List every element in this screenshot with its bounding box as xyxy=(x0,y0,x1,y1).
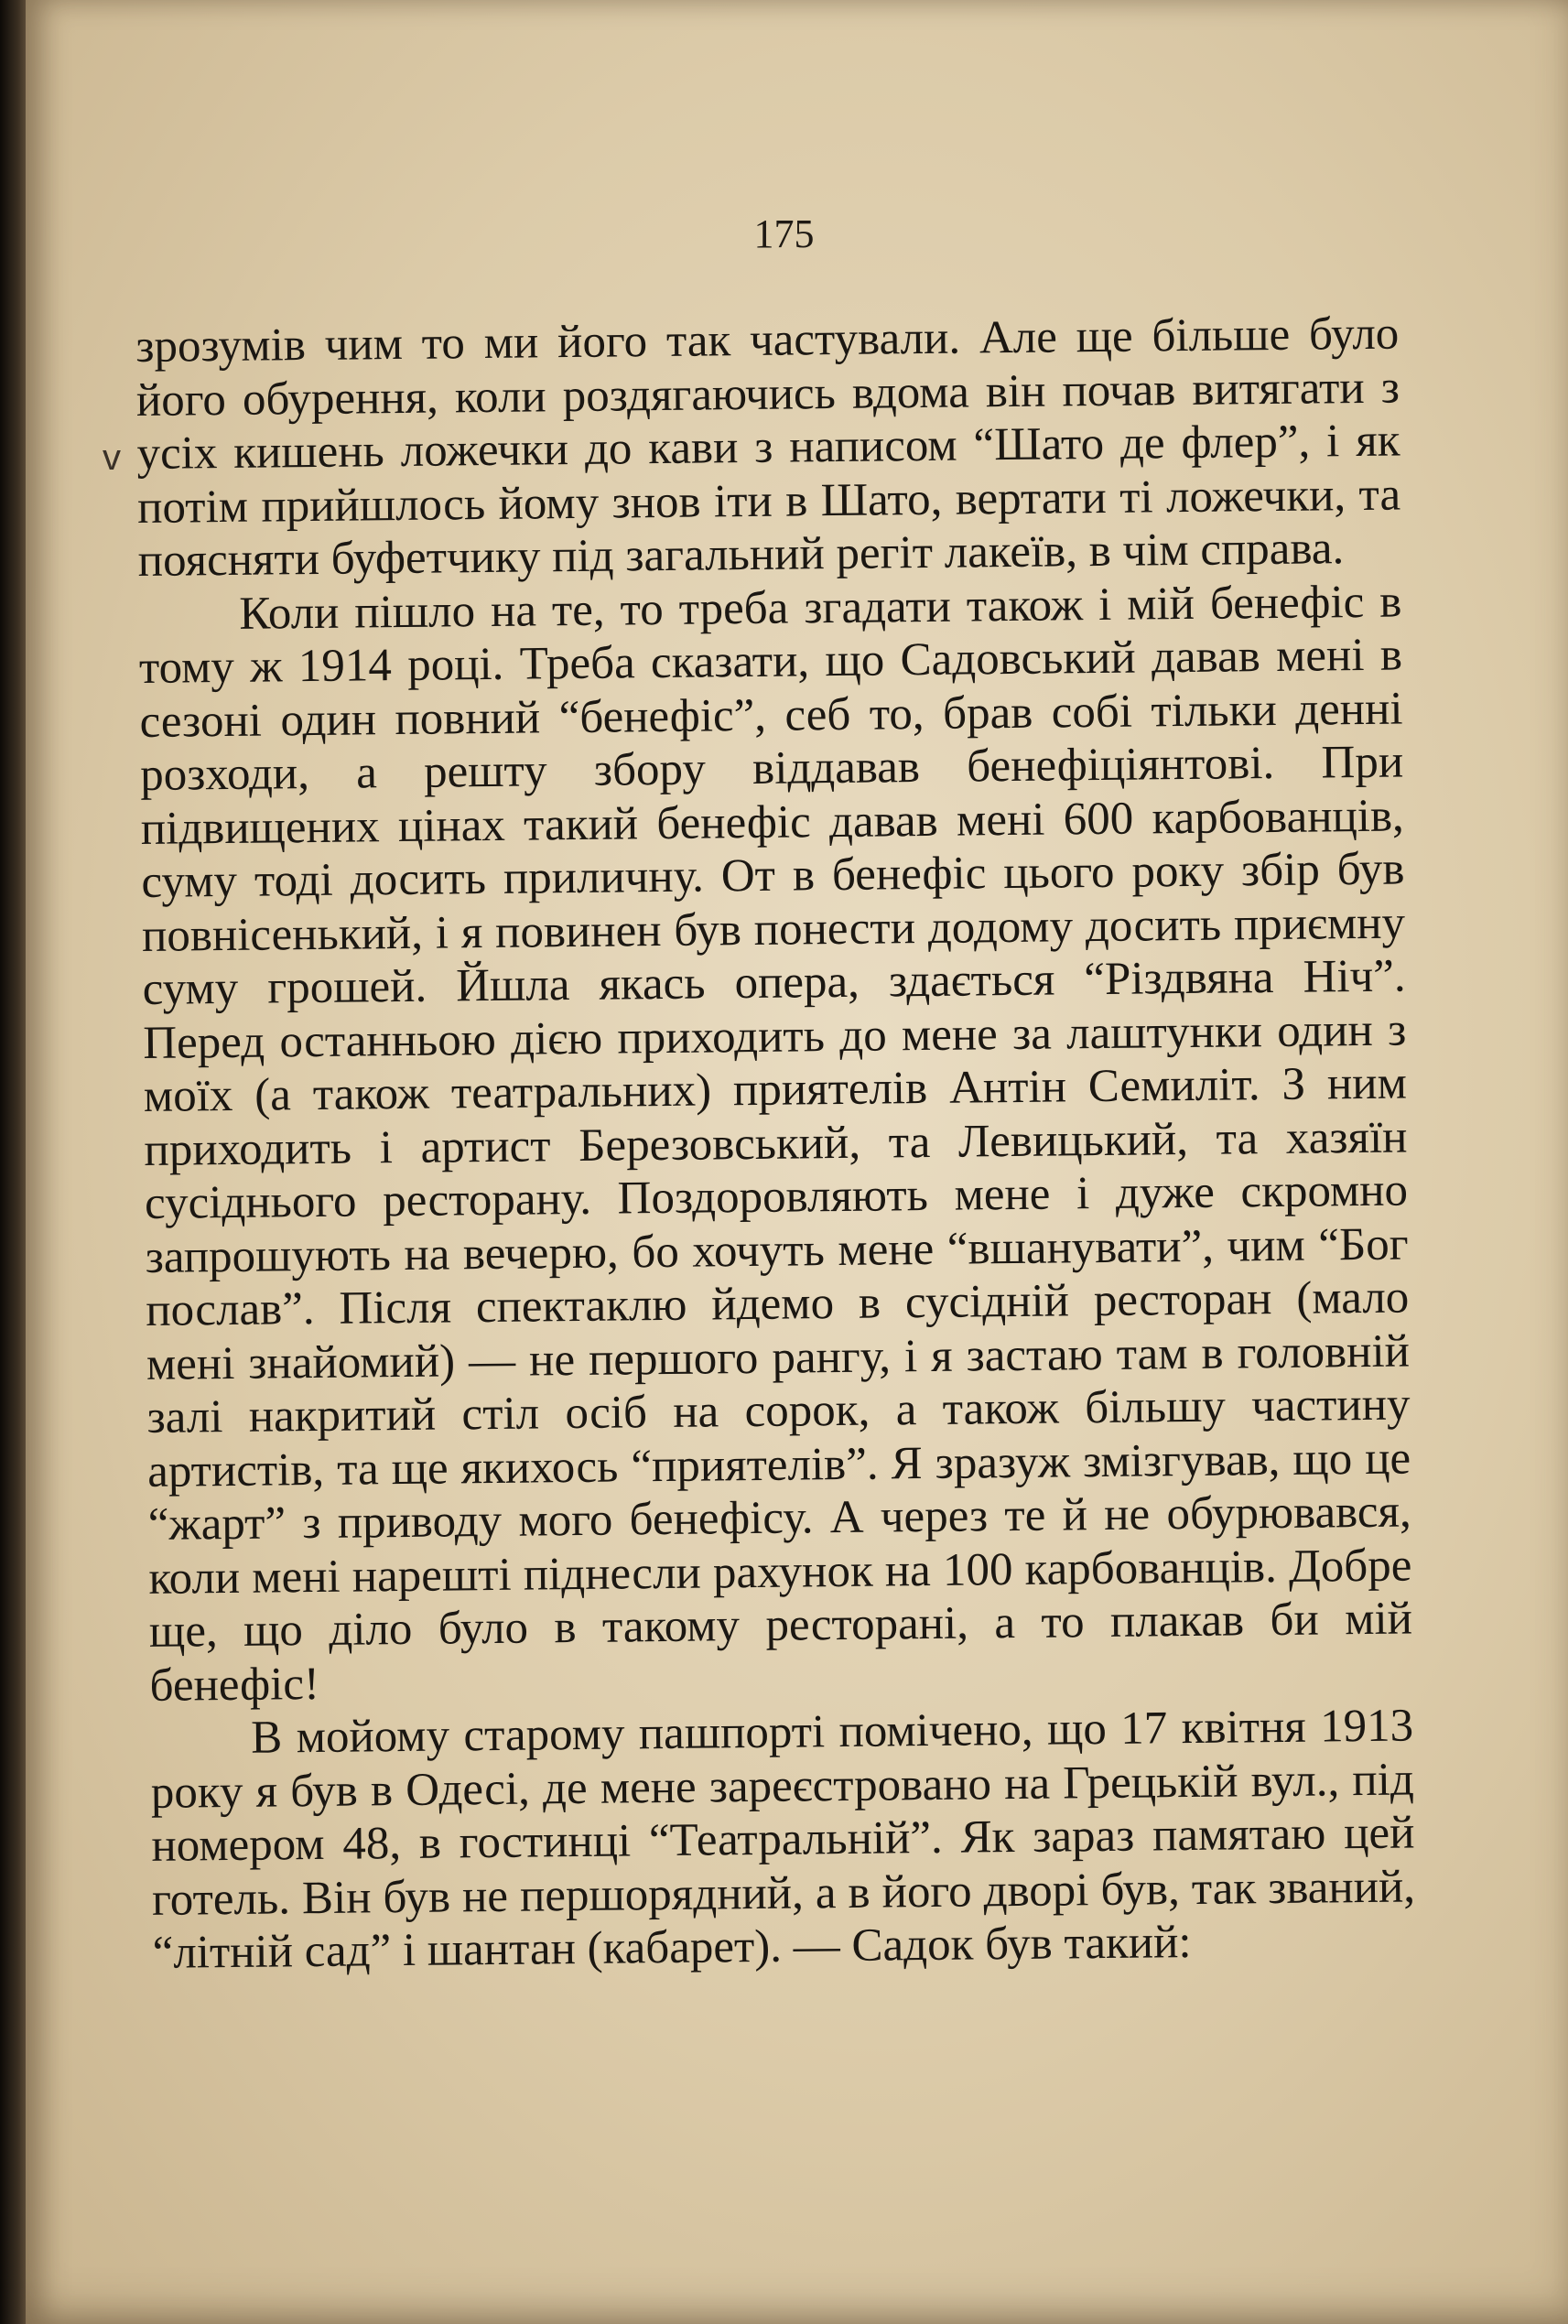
page-body-text xyxy=(135,308,1416,1981)
margin-check-mark: v xyxy=(103,438,121,478)
book-spine-shadow xyxy=(0,0,26,2324)
paragraph-passport: В мойому старому пашпорті помічено, що 17 квітня 1913 року я був в Одесі, де мене зареєстровано на Грецькій вул., під номером 48, в гостинці “Театральній”. Як зараз памятаю цей готель. Він був не першорядний, а в його дворі був, так званий, “літній сад” і шантан (кабарет). — Садок був такий: xyxy=(150,1700,1416,1979)
paragraph-benefit: Коли пішло на те, то треба згадати також і мій бенефіс в тому ж 1914 році. Треба сказати, що Садовський давав мені в сезоні один повний “бенефіс”, себ то, брав собі тільки денні розходи, а решту збору віддавав бенефіціянтові. При підвищених цінах такий бенефіс давав мені 600 карбованців, суму тоді досить приличну. От в бенефіс цього року збір був повнісенький, і я повинен був понести додому досить приємну суму грошей. Йшла якась опера, здається “Різдвяна Ніч”. Перед останньою дією приходить до мене за лаштунки один з моїх (а також театральних) приятелів Антін Семиліт. З ним приходить і артист Березовський, та Левицький, та хазяїн сусіднього ресторану. Поздоровляють мене і дуже скромно запрошують на вечерю, бо хочуть мене “вшанувати”, чим “Бог послав”. Після спектаклю йдемо в сусідній ресторан (мало мені знайомий) — не першого рангу, і я застаю там в головній залі накритий стіл осіб на сорок, а також більшу частину артистів, та ще якихось “приятелів”. Я зразуж змізгував, що це “жарт” з приводу мого бенефісу. А через те й не обурювався, коли мені нарешті піднесли рахунок на 100 карбованців. Добре ще, що діло було в такому ресторані, а то плакав би мій бенефіс! xyxy=(138,576,1413,1712)
paragraph-continuation: зрозумів чим то ми його так частували. Але ще більше було його обурення, коли роздягаючись вдома він почав витягати з усіх кишень ложечки до кави з написом “Шато де флер”, і як потім прийшлось йому знов іти в Шато, вертати ті ложечки, та поясняти буфетчику під загальний регіт лакеїв, в чім справа. xyxy=(135,308,1401,587)
page-number: 175 xyxy=(753,211,815,256)
